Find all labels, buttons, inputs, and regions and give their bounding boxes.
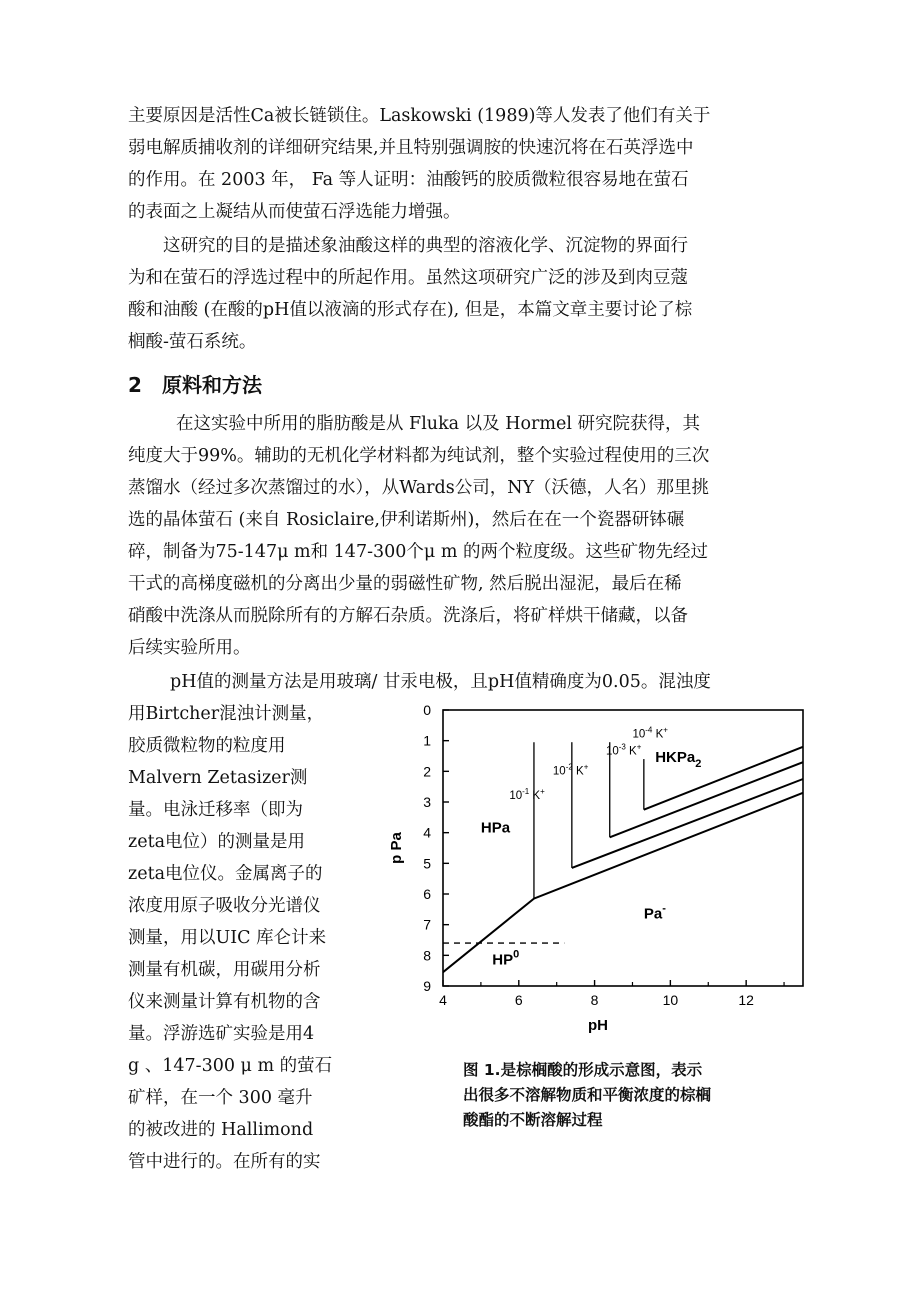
series-label: $10^{-3}$ K+ xyxy=(605,742,642,758)
paragraph-line: 的被改进的 Hallimond xyxy=(128,1120,314,1140)
x-tick-label: 12 xyxy=(738,992,754,1008)
region-label: $HP^0$ xyxy=(492,948,520,969)
speciation-chart xyxy=(370,696,820,1046)
x-tick-label: 6 xyxy=(514,992,523,1008)
paragraph-line: 管中进行的。在所有的实 xyxy=(128,1152,321,1172)
paragraph-line: 用Birtcher混浊计测量， xyxy=(128,704,325,724)
y-axis-label: p Pa xyxy=(388,832,405,864)
y-tick-label: 8 xyxy=(423,947,431,964)
paragraph-line: g 、147-300 μ m 的萤石 xyxy=(128,1056,333,1076)
y-tick-label: 6 xyxy=(423,886,431,902)
figure-1 xyxy=(370,696,820,1046)
section-title: 原料和方法 xyxy=(162,373,262,397)
paragraph-line: 干式的高梯度磁机的分离出少量的弱磁性矿物, 然后脱出湿泥，最后在稀 xyxy=(128,574,682,594)
y-tick-label: 2 xyxy=(423,763,431,780)
y-tick-label: 0 xyxy=(423,702,431,718)
series-label: $10^{-1}$ K+ xyxy=(509,786,545,802)
paragraph-line: 测量，用以UIC 库仑计来 xyxy=(128,928,327,948)
x-axis-label: pH xyxy=(588,1017,608,1034)
boundary-line xyxy=(610,762,803,837)
paragraph-line: 胶质微粒物的粒度用 xyxy=(128,736,286,756)
paragraph-line: 选的晶体萤石 (来自 Rosiclaire,伊利诺斯州)，然后在在一个瓷器研钵碾 xyxy=(128,510,685,530)
paragraph-line: 为和在萤石的浮选过程中的所起作用。虽然这项研究广泛的涉及到肉豆蔻 xyxy=(128,268,688,288)
paragraph-line: 主要原因是活性Ca被长链锁住。Laskowski (1989)等人发表了他们有关于 xyxy=(128,106,711,126)
y-tick-label: 7 xyxy=(423,916,431,933)
paragraph-line: 的作用。在 2003 年， Fa 等人证明：油酸钙的胶质微粒很容易地在萤石 xyxy=(128,170,689,190)
paragraph-line: 量。电泳迁移率（即为 xyxy=(128,800,303,820)
paragraph-line: 仪来测量计算有机物的含 xyxy=(128,992,321,1012)
paragraph-line: 测量有机碳，用碳用分析 xyxy=(128,960,321,980)
paragraph-line: Malvern Zetasizer测 xyxy=(128,768,308,788)
region-label: HKPa$_2$ xyxy=(655,749,702,771)
x-tick-label: 8 xyxy=(590,992,599,1008)
y-tick-label: 5 xyxy=(423,855,431,872)
paragraph-line: 后续实验所用。 xyxy=(128,638,251,658)
y-tick-label: 3 xyxy=(423,794,431,810)
paragraph-line: 矿样，在一个 300 毫升 xyxy=(128,1088,313,1108)
paragraph-line: 这研究的目的是描述象油酸这样的典型的溶液化学、沉淀物的界面行 xyxy=(163,236,688,256)
paragraph-line: 碎，制备为75-147μ m和 147-300个μ m 的两个粒度级。这些矿物先经过 xyxy=(128,542,708,562)
series-label: $10^{-2}$ K+ xyxy=(552,762,589,778)
paragraph-line: 纯度大于99%。辅助的无机化学材料都为纯试剂，整个实验过程使用的三次 xyxy=(128,446,710,466)
paragraph-line: 蒸馏水（经过多次蒸馏过的水），从Wards公司，NY（沃德，人名）那里挑 xyxy=(128,478,710,498)
paragraph-line: 的表面之上凝结从而使萤石浮选能力增强。 xyxy=(128,202,461,222)
paragraph-line: 弱电解质捕收剂的详细研究结果,并且特别强调胺的快速沉将在石英浮选中 xyxy=(128,138,694,158)
caption-line: 酸酯的不断溶解过程 xyxy=(463,1111,603,1129)
region-label: HPa xyxy=(480,819,511,837)
y-tick-label: 4 xyxy=(423,824,431,841)
paragraph-line: 浓度用原子吸收分光谱仪 xyxy=(128,896,321,916)
region-label: Pa- xyxy=(643,902,666,923)
section-heading xyxy=(128,369,262,398)
paragraph-line: 酸和油酸 (在酸的pH值以液滴的形式存在), 但是，本篇文章主要讨论了棕 xyxy=(128,300,693,320)
caption-line: 出很多不溶解物质和平衡浓度的棕榈 xyxy=(463,1086,712,1104)
x-tick-label: 4 xyxy=(439,992,447,1008)
paragraph-line: 在这实验中所用的脂肪酸是从 Fluka 以及 Hormel 研究院获得，其 xyxy=(176,414,701,434)
paragraph-line: 榈酸-萤石系统。 xyxy=(128,332,257,352)
paragraph-line: pH值的测量方法是用玻璃/ 甘汞电极，且pH值精确度为0.05。混浊度 xyxy=(170,672,711,692)
section-number: 2 xyxy=(128,373,142,397)
paragraph-line: zeta电位仪。金属离子的 xyxy=(128,864,323,884)
paragraph-line: 硝酸中洗涤从而脱除所有的方解石杂质。洗涤后，将矿样烘干储藏，以备 xyxy=(128,606,688,626)
paragraph-line: zeta电位）的测量是用 xyxy=(128,832,306,852)
caption-line: 图 1.是棕榈酸的形成示意图，表示 xyxy=(463,1061,703,1079)
figure-caption xyxy=(463,1058,783,1133)
series-label: $10^{-4}$ K+ xyxy=(632,725,668,741)
y-tick-label: 9 xyxy=(423,978,431,994)
paragraph-line: 量。浮游选矿实验是用4 xyxy=(128,1024,315,1044)
y-tick-label: 1 xyxy=(423,732,431,749)
x-tick-label: 10 xyxy=(662,992,679,1008)
